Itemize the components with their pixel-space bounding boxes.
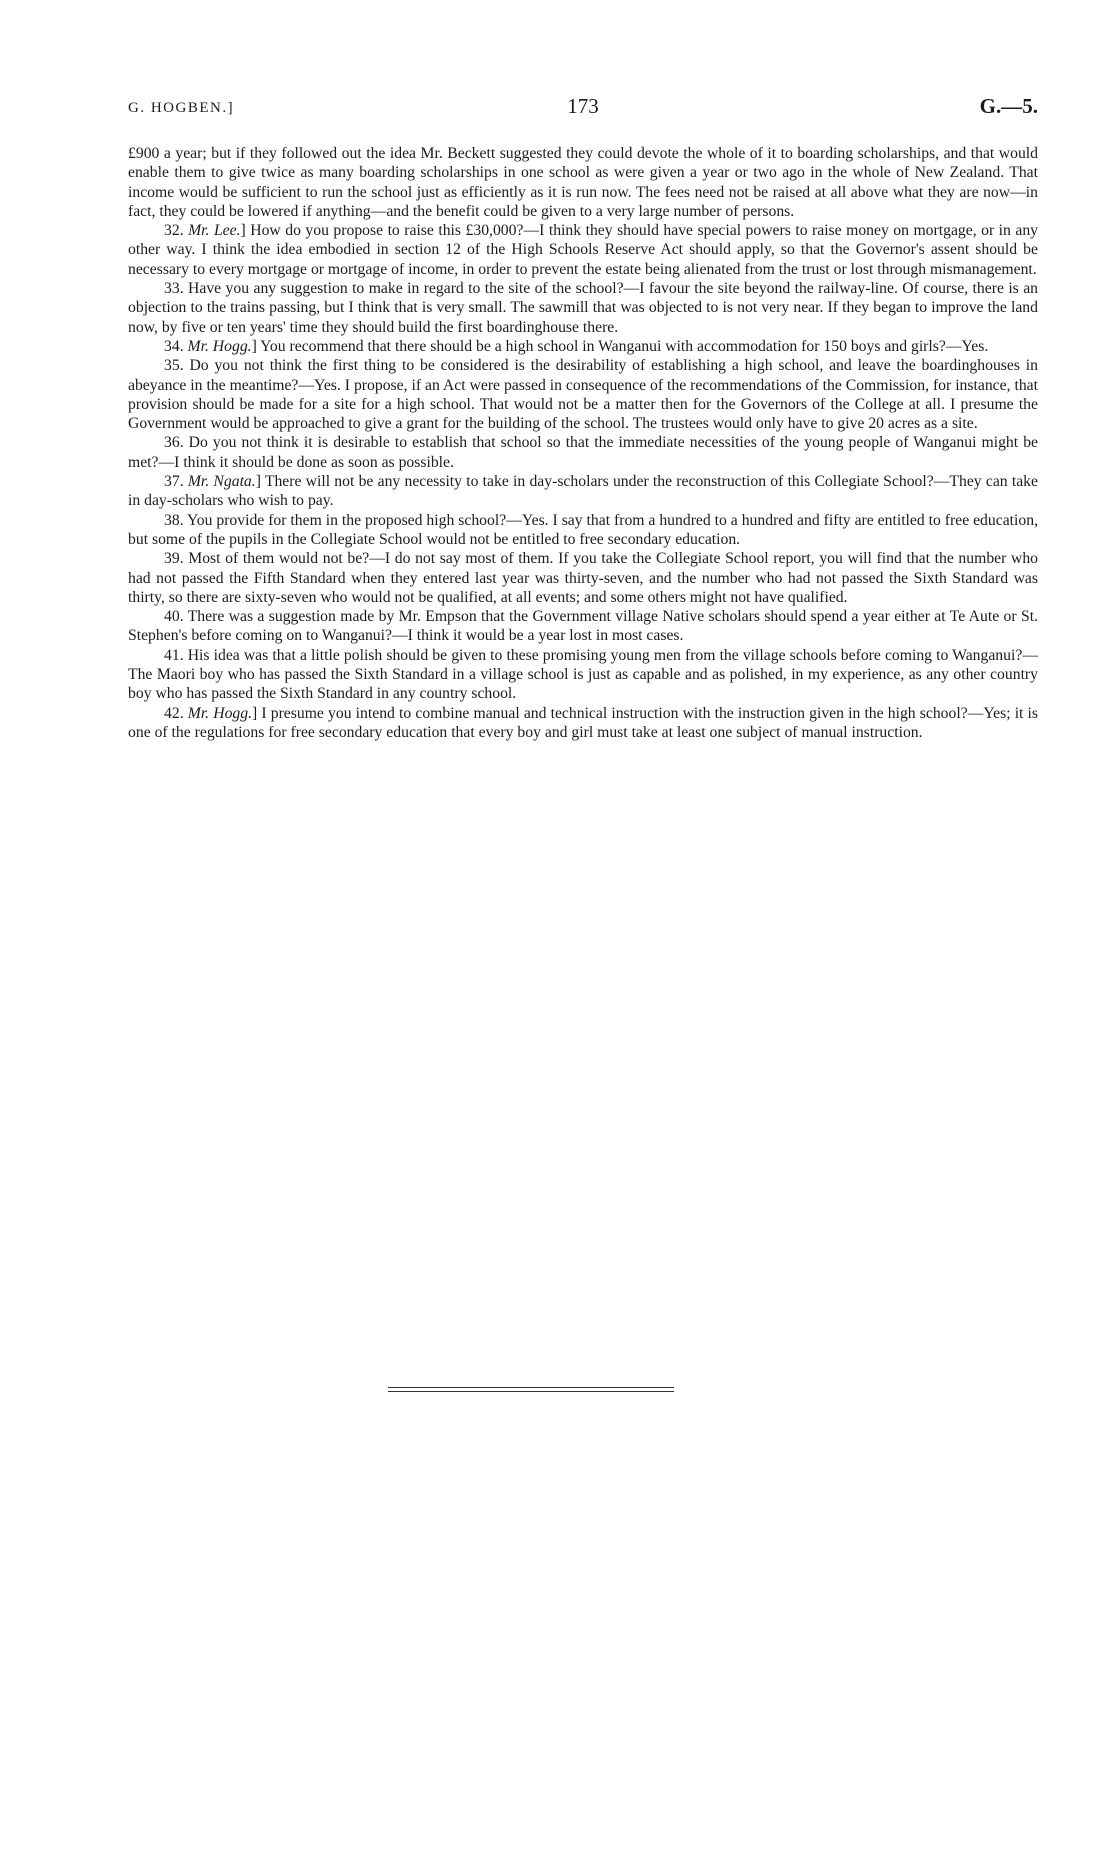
speaker: Mr. Hogg. (187, 337, 252, 355)
paragraph: 40. There was a suggestion made by Mr. Empson that the Government village Native scholars should spend a year either at Te Aute or St. Stephen's before coming on to Wanganui?—I think it would be a year lost in most cases. (128, 608, 1038, 645)
page-header (128, 94, 1038, 124)
paragraph: 37. Mr. Ngata.] There will not be any necessity to take in day-scholars under the reconstruction of this Collegiate School?—They can take in day-scholars who wish to pay. (128, 473, 1038, 510)
speaker: Mr. Hogg. (187, 704, 253, 722)
paragraph: 34. Mr. Hogg.] You recommend that there should be a high school in Wanganui with accommodation for 150 boys and girls?—Yes. (164, 337, 989, 355)
paragraph: 38. You provide for them in the proposed high school?—Yes. I say that from a hundred to a hundred and fifty are entitled to free education, but some of the pupils in the Collegiate School would not be entitled to free secondary education. (128, 511, 1038, 548)
closing-double-rule (388, 1387, 674, 1392)
evidence-text (128, 144, 1038, 742)
paragraph: 39. Most of them would not be?—I do not say most of them. If you take the Collegiate School report, you will find that the number who had not passed the Fifth Standard when they entered last year was thirty-seven, and the number who had not passed the Sixth Standard was thirty, so there are sixty-seven who would not be qualified, at all events; and some others might not have qualified. (128, 550, 1039, 606)
paragraph: £900 a year; but if they followed out the idea Mr. Beckett suggested they could devote the whole of it to boarding scholarships, and that would enable them to give twice as many boarding scholarships in one school as were given a year or two ago in the whole of New Zealand. That income would be sufficient to run the school just as efficiently as it is run now. The fees need not be raised at all above what they are now—in fact, they could be lowered if anything—and the benefit could be given to a very large number of persons. (128, 145, 1038, 220)
speaker: Mr. Ngata. (187, 473, 256, 491)
paragraph: 32. Mr. Lee.] How do you propose to raise this £30,000?—I think they should have special powers to raise money on mortgage, or in any other way. I think the idea embodied in section 12 of the High Schools Reserve Act should apply, so that the Governor's assent should be necessary to every mortgage or mortgage of income, in order to prevent the estate being alienated from the trust or lost through mismanagement. (128, 222, 1039, 278)
paragraph: 41. His idea was that a little polish should be given to these promising young men from the village schools before coming to Wanganui?—The Maori boy who has passed the Sixth Standard in a village school is just as capable and as polished, in my experience, as any other country boy who has passed the Sixth Standard in any country school. (128, 646, 1039, 703)
speaker: Mr. Lee. (188, 222, 241, 240)
paragraph: 42. Mr. Hogg.] I presume you intend to combine manual and technical instruction with the instruction given in the high school?—Yes; it is one of the regulations for free secondary education that every boy and girl must take at least one subject of manual instruction. (128, 704, 1039, 741)
paragraph: 35. Do you not think the first thing to be considered is the desirability of establishing a high school, and leave the boardinghouses in abeyance in the meantime?—Yes. I propose, if an Act were passed in consequence of the recommendations of the Commission, for instance, that provision should be made for a site for a high school. That would not be a matter then for the Governors of the College at all. I presume the Government would be approached to give a grant for the building of the school. The trustees would only have to give 20 acres as a site. (128, 357, 1039, 433)
paragraph: 36. Do you not think it is desirable to establish that school so that the immediate necessities of the young people of Wanganui might be met?—I think it should be done as soon as possible. (128, 434, 1038, 471)
paragraph: 33. Have you any suggestion to make in regard to the site of the school?—I favour the site beyond the railway-line. Of course, there is an objection to the trains passing, but I think that is very small. The sawmill that was objected to is not very near. If they began to improve the land now, by five or ten years' time they should build the first boardinghouse there. (128, 280, 1039, 336)
page-number: 173 (567, 94, 599, 118)
witness-name-header: G. HOGBEN.] (128, 100, 235, 116)
document-code: G.—5. (979, 94, 1038, 118)
